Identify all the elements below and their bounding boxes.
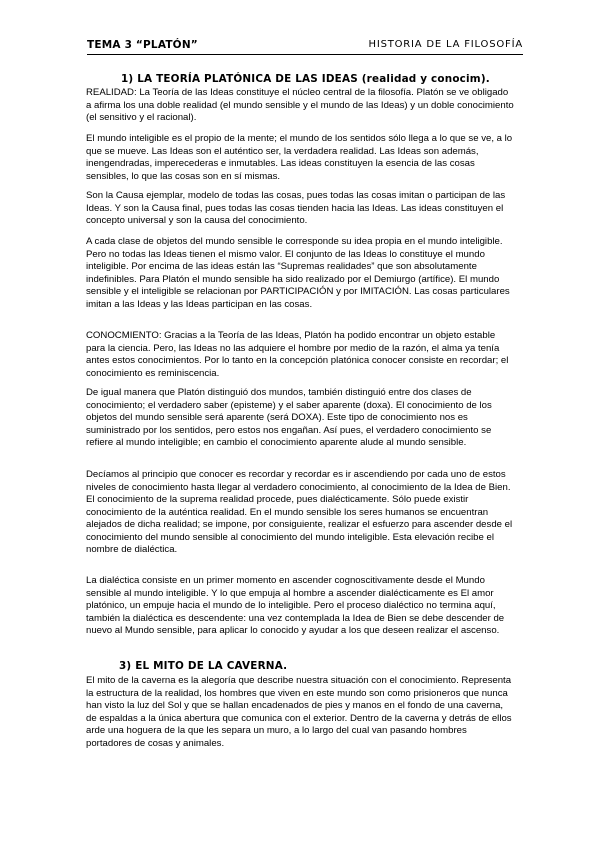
section-title-caverna: 3) EL MITO DE LA CAVERNA. bbox=[119, 660, 288, 672]
paragraph-dialectica: La dialéctica consiste en un primer momento en ascender cognoscitivamente desde el Mundo sensible al mundo inteligible. Y lo que empuja al hombre a ascender dialécticamente es El amor platónico, un empuje hacia el mundo de lo inteligible. Pero el proceso dialéctico no termina aquí, también la dialéctica es descendente: una vez contemplada la Idea de Bien se debe descender de nuevo al Mundo sensible, para aplicar lo conocido y ayudar a los que deseen realizar el ascenso. bbox=[86, 575, 505, 637]
paragraph-dos-mundos: De igual manera que Platón distinguió dos mundos, también distinguió entre dos clases de conocimiento; el verdadero saber (episteme) y el saber aparente (doxa). El conocimiento de los objetos del mundo sensible será aparente (será DOXA). Este tipo de conocimiento nos es suministrado por los sentidos, pero estos nos engañan. Así pues, el verdadero conocimiento se refiere al mundo inteligible; en cambio el conocimiento aparente alude al mundo sensible. bbox=[86, 387, 492, 449]
paragraph-causa: Son la Causa ejemplar, modelo de todas las cosas, pues todas las cosas imitan o participan de las Ideas. Y son la Causa final, pues todas las cosas tienden hacia las Ideas. Las ideas constituyen el concepto universal y son la causa del conocimiento. bbox=[86, 190, 506, 227]
paragraph-conocimiento: CONOCMIENTO: Gracias a la Teoría de las Ideas, Platón ha podido encontrar un objeto estable para la ciencia. Pero, las Ideas no las adquiere el hombre por medio de la razón, el alma ya tenía antes estos conocimientos. Por lo tanto en la concepción platónica conocer consiste en recordar; el conocimiento es reminiscencia. bbox=[86, 330, 509, 379]
header-topic: TEMA 3 “PLATÓN” bbox=[87, 39, 198, 51]
paragraph-mundo-inteligible: El mundo inteligible es el propio de la mente; el mundo de los sentidos sólo llega a lo que se ve, a lo que se mueve. Las Ideas son el auténtico ser, la verdadera realidad. Las Ideas son además, inengendradas, imperecederas e inmutables. Las ideas constituyen la esencia de las cosas sensibles, lo que las cosas son en sí mismas. bbox=[86, 133, 513, 182]
paragraph-realidad: REALIDAD: La Teoría de las Ideas constituye el núcleo central de la filosofía. Platón se ve obligado a afirma los una doble realidad (el mundo sensible y el mundo de las Ideas) y un doble conocimiento (el sensitivo y el racional). bbox=[86, 87, 514, 124]
paragraph-recordar: Decíamos al principio que conocer es recordar y recordar es ir ascendiendo por cada uno de estos niveles de conocimiento hasta llegar al verdadero conocimiento, al conocimiento de la Idea de Bien. El conocimiento de la suprema realidad procede, pues dialécticamente. Sólo puede existir conocimiento de la auténtica realidad. En el mundo sensible los seres humanos se encuentran alejados de dicha realidad; se impone, por consiguiente, realizar el esfuerzo para ascender desde el conocimiento del mundo sensible al conocimiento del mundo inteligible. Esta elevación recibe el nombre de dialéctica. bbox=[86, 469, 513, 556]
page-header bbox=[87, 38, 523, 55]
paragraph-caverna: El mito de la caverna es la alegoría que describe nuestra situación con el conocimiento. Representa la estructura de la realidad, los hombres que viven en este mundo son como prisioneros que nunca han visto la luz del Sol y que se hallan encadenados de pies y manos en el fondo de una caverna, de espaldas a la única abertura que comunica con el exterior. Dentro de la caverna y detrás de ellos arde una hoguera de la que les separa un muro, a lo largo del cual van pasando hombres portadores de cosas y animales. bbox=[86, 675, 512, 749]
paragraph-participacion: A cada clase de objetos del mundo sensible le corresponde su idea propia en el mundo inteligible. Pero no todas las Ideas tienen el mismo valor. El conjunto de las Ideas lo constituye el mundo inteligible. Por encima de las ideas están las “Supremas realidades” que son absolutamente indefinibles. Para Platón el mundo sensible ha sido realizado por el Demiurgo (artífice). El mundo sensible y el inteligible se relacionan por PARTICIPACIÓN y por IMITACIÓN. Las cosas particulares imitan a las Ideas y las Ideas participan en las cosas. bbox=[86, 236, 510, 310]
section-title-ideas: 1) LA TEORÍA PLATÓNICA DE LAS IDEAS (realidad y conocim). bbox=[121, 73, 490, 85]
header-subject: HISTORIA DE LA FILOSOFÍA bbox=[368, 39, 523, 50]
